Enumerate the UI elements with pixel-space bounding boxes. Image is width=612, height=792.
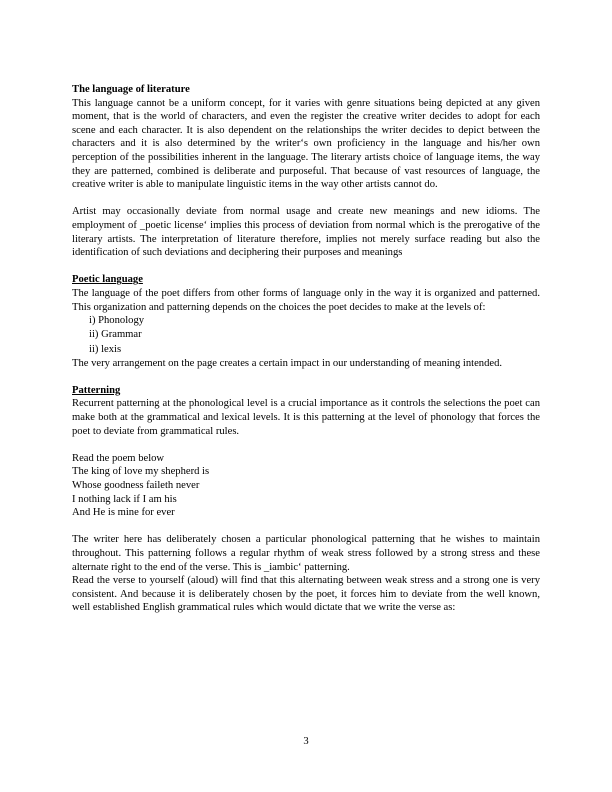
paragraph-read-aloud: Read the verse to yourself (aloud) will find that this alternating between weak stress and a strong one is very consistent. And because it is deliberately chosen by the poet, it forces him to deviate from the well known, well established English grammatical rules which would dictate that we write the verse as: [72, 575, 540, 614]
paragraph-arrangement: The very arrangement on the page creates a certain impact in our understanding of meaning intended. [72, 357, 503, 369]
paragraph-poet-language: The language of the poet differs from other forms of language only in the way it is organized and patterned. This organization and patterning depends on the choices the poet decides to make at the levels of: [72, 287, 540, 313]
poem-line: Whose goodness faileth never [72, 480, 200, 492]
poem-intro: Read the poem below [72, 452, 165, 464]
poem-line: I nothing lack if I am his [72, 493, 177, 505]
list-item: ii) Grammar [89, 329, 142, 341]
poem-line: And He is mine for ever [72, 507, 175, 519]
page-content [72, 83, 540, 615]
list-item: i) Phonology [89, 315, 145, 327]
poem-line: The king of love my shepherd is [72, 466, 210, 478]
section-heading-patterning: Patterning [72, 384, 121, 396]
spacer [72, 192, 540, 206]
spacer [72, 260, 540, 274]
list-item: ii) lexis [89, 343, 122, 355]
levels-list [72, 314, 540, 357]
paragraph-recurrent-patterning: Recurrent patterning at the phonological level is a crucial importance as it controls the selections the poet can make both at the grammatical and lexical levels. It is this patterning at the level of phonology that forces the poet to deviate from grammatical rules. [72, 398, 540, 437]
paragraph-poetic-license: Artist may occasionally deviate from normal usage and create new meanings and new idioms. The employment of _poetic license‘ implies this process of deviation from normal which is the prerogative of the literary artists. The interpretation of literature therefore, implies not merely surface reading but also the identification of such deviations and deciphering their purposes and meanings [72, 206, 540, 259]
page-number: 3 [303, 736, 309, 747]
section-heading-language-of-literature: The language of literature [72, 84, 190, 95]
spacer [72, 370, 540, 384]
paragraph-language-uniform-concept: This language cannot be a uniform concept, for it varies with genre situations being depicted at any given moment, that is the world of characters, and even the register the creative writer decides to adopt for each scene and each character. It is also dependent on the relationships the writer decides to depict between the characters and it is also determined by the writer‘s own proficiency in the language and his/her own perception of the possibilities inherent in the language. The literary artists choice of language items, the way they are patterned, combined is deliberate and purposeful. That because of vast resources of language, the creative writer is able to manipulate linguistic items in the way other artists cannot do. [72, 97, 540, 191]
spacer [72, 520, 540, 534]
section-heading-poetic-language: Poetic language [72, 274, 143, 286]
poem-block [72, 452, 540, 520]
paragraph-iambic-patterning: The writer here has deliberately chosen a particular phonological patterning that he wishes to maintain throughout. This patterning follows a regular rhythm of weak stress followed by a strong stress and these alternate right to the end of the verse. This is _iambic‘ patterning. [72, 534, 540, 573]
spacer [72, 438, 540, 452]
